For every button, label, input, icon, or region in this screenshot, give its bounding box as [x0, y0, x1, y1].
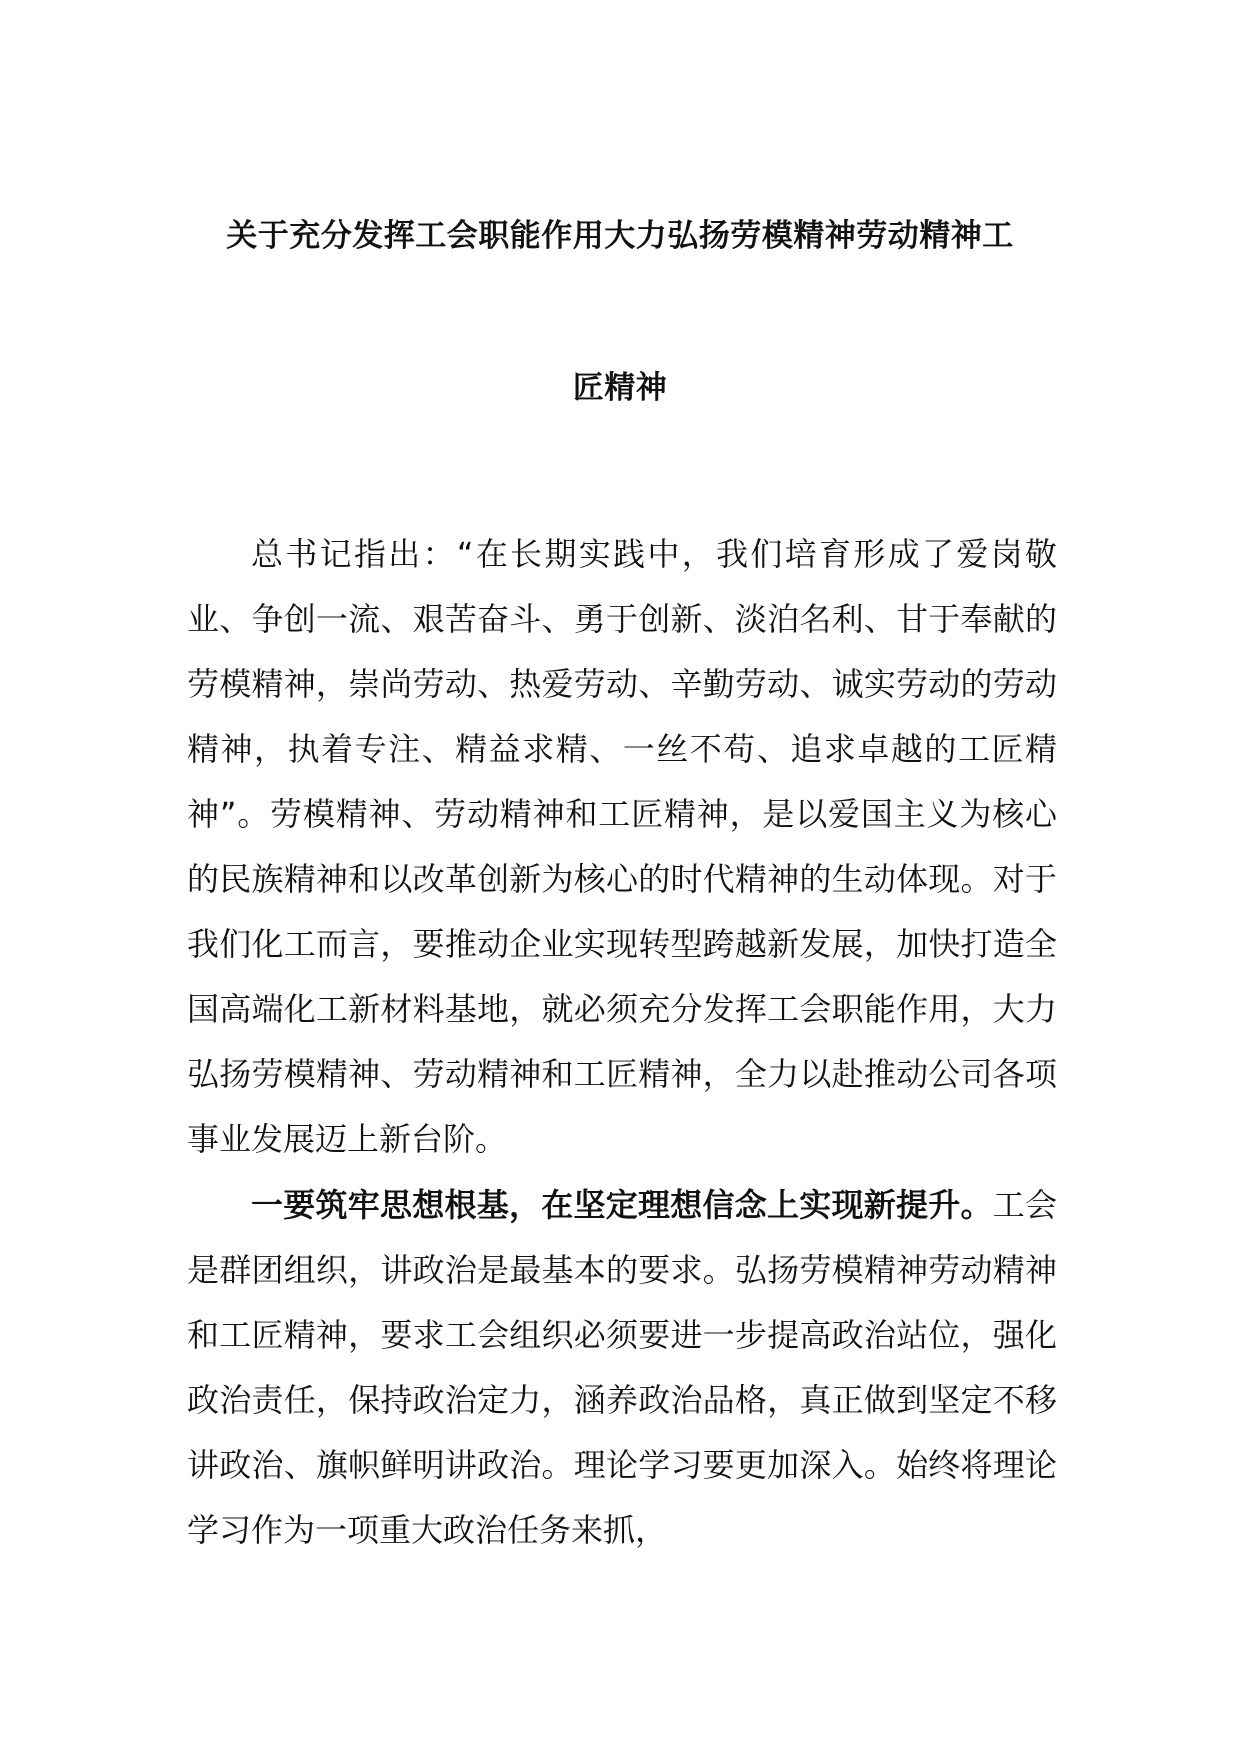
paragraph-2-body: 工会是群团组织，讲政治是最基本的要求。弘扬劳模精神劳动精神和工匠精神，要求工会组织必须要进一步提高政治站位，强化政治责任，保持政治定力，涵养政治品格，真正做到坚定不移讲政治、旗帜鲜明讲政治。理论学习要更加深入。始终将理论学习作为一项重大政治任务来抓， [187, 1186, 1057, 1549]
document-title-line-2: 匠精神 [572, 370, 668, 406]
paragraph-2 [187, 1173, 1057, 1563]
paragraph-2-block [187, 1173, 1057, 1563]
paragraph-1-block [187, 522, 1057, 1172]
paragraph-1: 总书记指出：“在长期实践中，我们培育形成了爱岗敬业、争创一流、艰苦奋斗、勇于创新、淡泊名利、甘于奉献的劳模精神，崇尚劳动、热爱劳动、辛勤劳动、诚实劳动的劳动精神，执着专注、精益求精、一丝不苟、追求卓越的工匠精神”。劳模精神、劳动精神和工匠精神，是以爱国主义为核心的民族精神和以改革创新为核心的时代精神的生动体现。对于我们化工而言，要推动企业实现转型跨越新发展，加快打造全国高端化工新材料基地，就必须充分发挥工会职能作用，大力弘扬劳模精神、劳动精神和工匠精神，全力以赴推动公司各项事业发展迈上新台阶。 [187, 535, 1057, 1158]
paragraph-2-lead: 一要筑牢思想根基，在坚定理想信念上实现新提升。 [251, 1186, 993, 1224]
document-title-line-1: 关于充分发挥工会职能作用大力弘扬劳模精神劳动精神工 [226, 218, 1014, 254]
